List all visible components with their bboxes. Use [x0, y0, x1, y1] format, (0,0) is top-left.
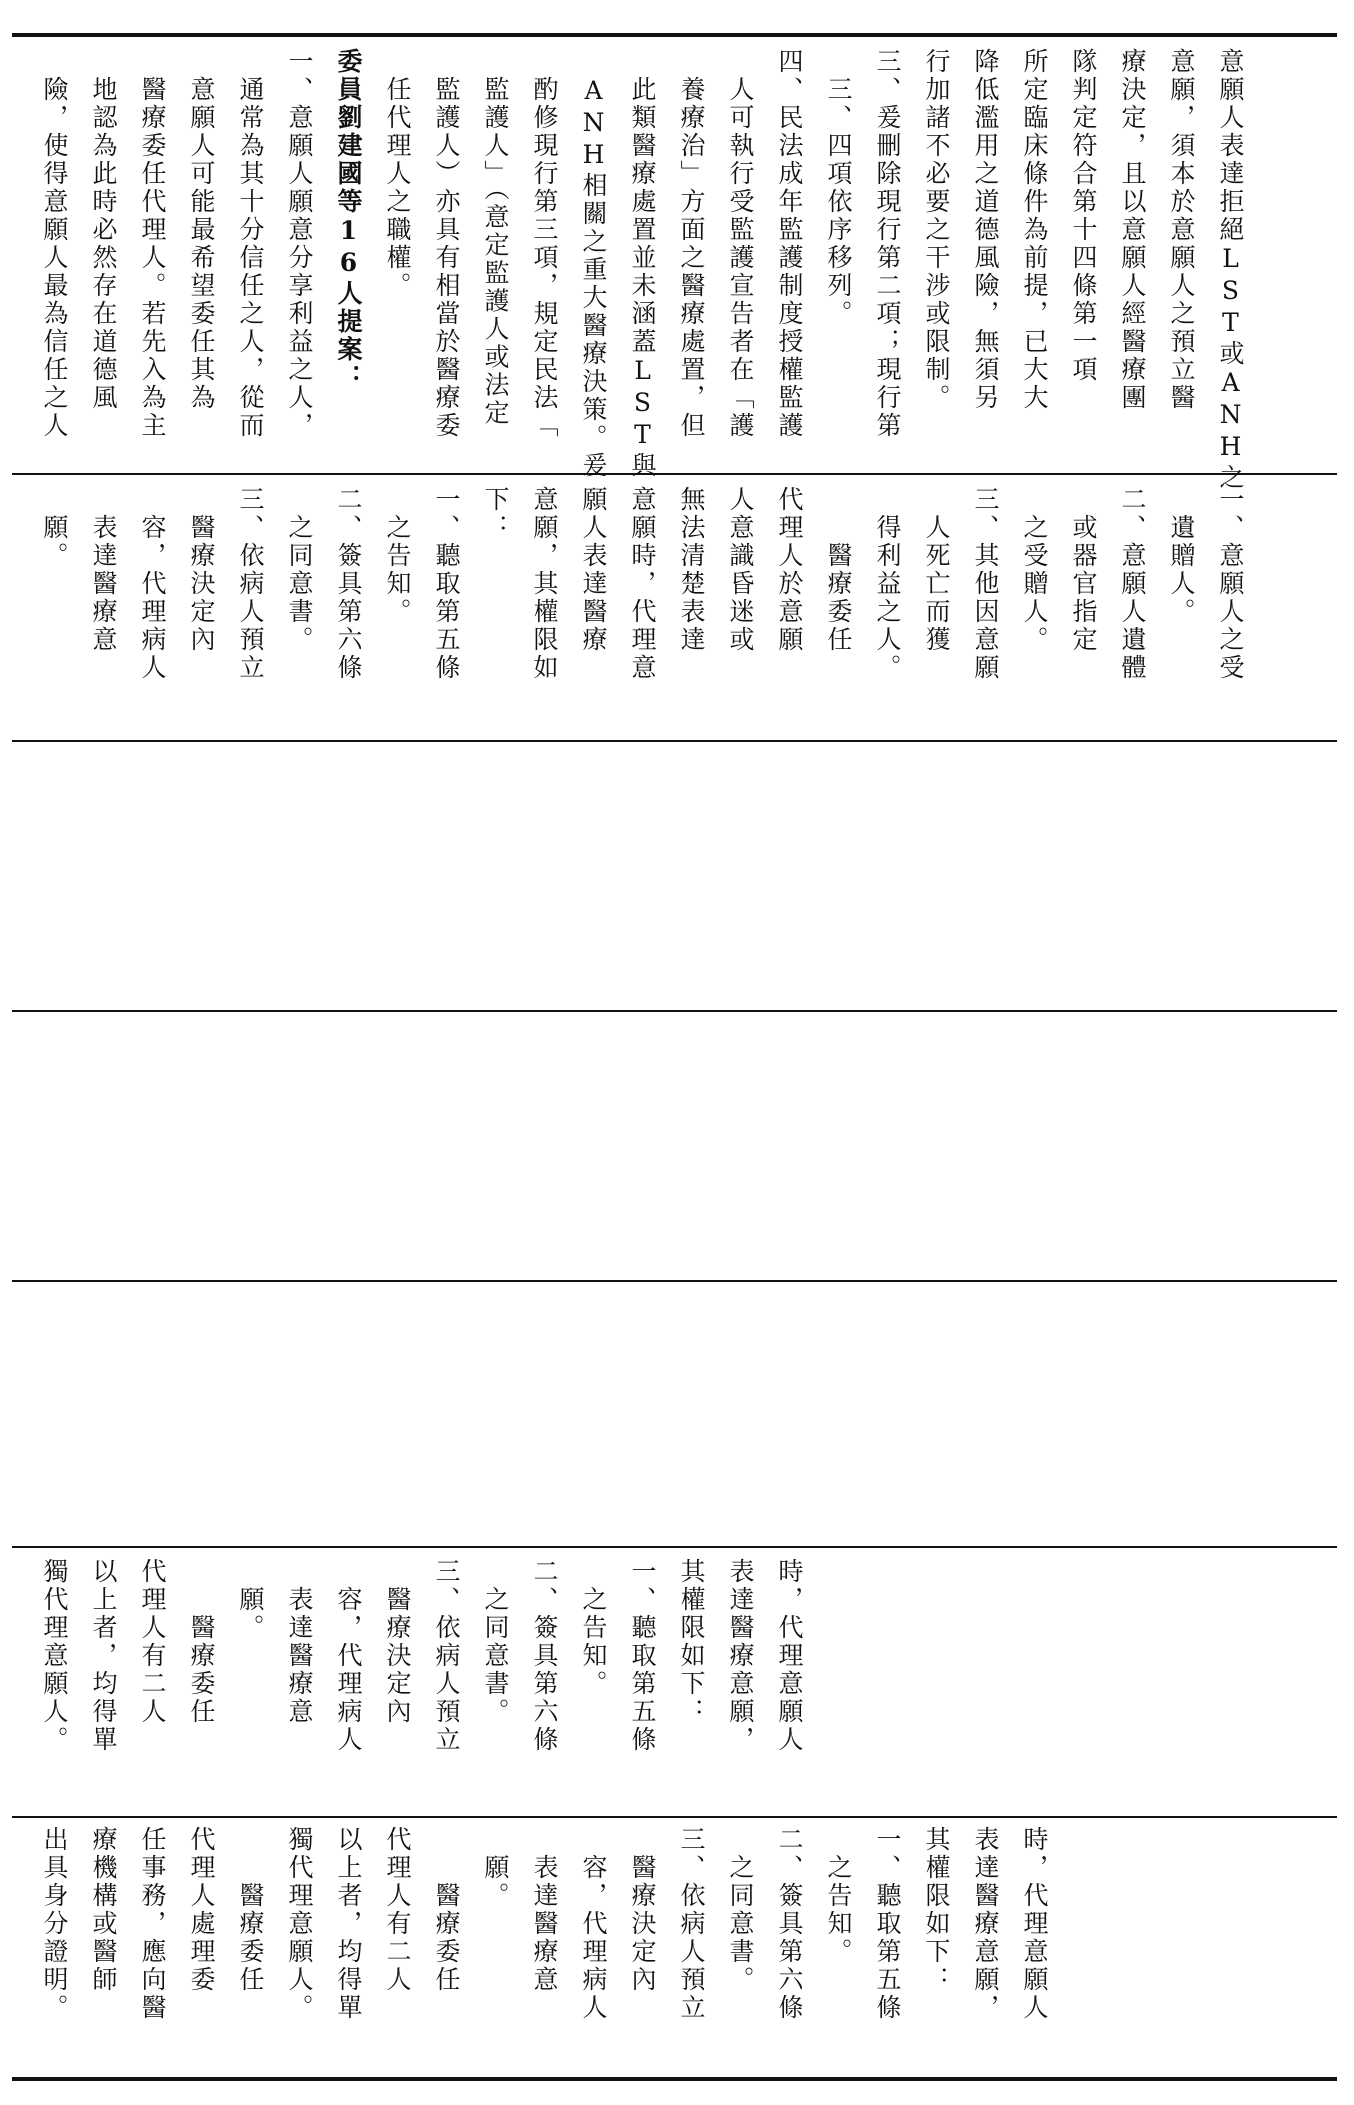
line: 之告知。 — [579, 1558, 608, 1698]
line: 一、聽取第五條 — [873, 1826, 902, 2022]
line: 一、聽取第五條 — [432, 486, 461, 682]
line: 三、四項依序移列。 — [824, 48, 853, 328]
line: 願人表達醫療 — [579, 486, 608, 654]
line: 容，代理病人 — [334, 1558, 363, 1754]
line: 時，代理意願人 — [1020, 1826, 1049, 2022]
line: 任代理人之職權。 — [383, 48, 412, 300]
explanation-text — [30, 48, 1255, 492]
line: 以上者，均得單 — [334, 1826, 363, 2022]
line: 降低濫用之道德風險，無須另 — [971, 48, 1000, 412]
line: 之受贈人。 — [1020, 486, 1049, 654]
line: 意願人表達拒絕LST或ANH之 — [1216, 48, 1245, 492]
proposal-heading: 委員劉建國等16人提案： — [334, 48, 363, 392]
explanation-cell — [30, 48, 1330, 492]
line: 醫療決定內 — [187, 486, 216, 654]
table-top-border — [12, 33, 1337, 37]
proposal-text-cell-1 — [30, 486, 1330, 736]
line: 三、其他因意願 — [971, 486, 1000, 682]
line: 人死亡而獲 — [922, 486, 951, 654]
line: 醫療決定內 — [383, 1558, 412, 1726]
line: 療機構或醫師 — [89, 1826, 118, 1994]
line: 得利益之人。 — [873, 486, 902, 682]
line: 願。 — [236, 1558, 265, 1642]
draft-text-cell-1 — [30, 1558, 1330, 1810]
line: 醫療委任代理人。若先入為主 — [138, 48, 167, 440]
line: 監護人）亦具有相當於醫療委 — [432, 48, 461, 440]
line: 療決定，且以意願人經醫療團 — [1118, 48, 1147, 412]
row-divider-4 — [12, 1280, 1337, 1282]
line: 時，代理意願人 — [775, 1558, 804, 1754]
line: 醫療委任 — [824, 486, 853, 654]
line: 二、意願人遺體 — [1118, 486, 1147, 682]
line: 其權限如下： — [677, 1558, 706, 1726]
line: 養療治」方面之醫療處置，但 — [677, 48, 706, 440]
draft-text-1 — [30, 1558, 814, 1810]
row-divider-5 — [12, 1546, 1337, 1548]
empty-cell-3 — [30, 1288, 1330, 1540]
line: 願。 — [40, 486, 69, 570]
line: 意願，其權限如 — [530, 486, 559, 682]
current-law-text — [30, 1826, 1059, 2072]
line: 表達醫療意願， — [971, 1826, 1000, 2022]
line: 容，代理病人 — [579, 1826, 608, 2022]
line: 三、依病人預立 — [236, 486, 265, 682]
line: 一、意願人願意分享利益之人， — [285, 48, 314, 440]
line: 之同意書。 — [726, 1826, 755, 1994]
line: 醫療決定內 — [628, 1826, 657, 1994]
line: 表達醫療意 — [285, 1558, 314, 1726]
line: 一、聽取第五條 — [628, 1558, 657, 1754]
line: 其權限如下： — [922, 1826, 951, 1994]
line: 二、簽具第六條 — [334, 486, 363, 682]
line: 行加諸不必要之干涉或限制。 — [922, 48, 951, 412]
line: 代理人處理委 — [187, 1826, 216, 1994]
line: 此類醫療處置並未涵蓋LST與 — [628, 48, 657, 480]
line: 地認為此時必然存在道德風 — [89, 48, 118, 412]
line: 醫療委任 — [236, 1826, 265, 1994]
line: 或器官指定 — [1069, 486, 1098, 654]
line: 人意識昏迷或 — [726, 486, 755, 654]
line: 監護人」（意定監護人或法定 — [481, 48, 510, 428]
line: 二、簽具第六條 — [775, 1826, 804, 2022]
line: 三、依病人預立 — [432, 1558, 461, 1754]
line: 出具身分證明。 — [40, 1826, 69, 2022]
line: 代理人有二人 — [138, 1558, 167, 1726]
line: 意願人可能最希望委任其為 — [187, 48, 216, 412]
line: 人可執行受監護宣告者在「護 — [726, 48, 755, 440]
current-law-cell — [30, 1826, 1330, 2072]
row-divider-1 — [12, 473, 1337, 475]
line: 遺贈人。 — [1167, 486, 1196, 626]
line: 以上者，均得單 — [89, 1558, 118, 1754]
table-bottom-border — [12, 2077, 1337, 2081]
line: 酌修現行第三項，規定民法「 — [530, 48, 559, 440]
line: 獨代理意願人。 — [285, 1826, 314, 2022]
line: 三、爰刪除現行第二項；現行第 — [873, 48, 902, 440]
line: 醫療委任 — [187, 1558, 216, 1726]
line: 醫療委任 — [432, 1826, 461, 1994]
line: 隊判定符合第十四條第一項 — [1069, 48, 1098, 384]
line: 任事務，應向醫 — [138, 1826, 167, 2022]
line: 之同意書。 — [285, 486, 314, 654]
line: ANH相關之重大醫療決策。爰 — [579, 48, 608, 480]
line: 意願，須本於意願人之預立醫 — [1167, 48, 1196, 412]
line: 表達醫療意願， — [726, 1558, 755, 1754]
row-divider-2 — [12, 740, 1337, 742]
line: 容，代理病人 — [138, 486, 167, 682]
line: 險，使得意願人最為信任之人 — [40, 48, 69, 440]
line: 表達醫療意 — [530, 1826, 559, 1994]
line: 之告知。 — [824, 1826, 853, 1966]
line: 之告知。 — [383, 486, 412, 626]
line: 下： — [481, 486, 510, 542]
line: 四、民法成年監護制度授權監護 — [775, 48, 804, 440]
line: 代理人於意願 — [775, 486, 804, 654]
row-divider-3 — [12, 1010, 1337, 1012]
line: 代理人有二人 — [383, 1826, 412, 1994]
proposal-text-1 — [30, 486, 1255, 736]
line: 一、意願人之受 — [1216, 486, 1245, 682]
line: 之同意書。 — [481, 1558, 510, 1726]
row-divider-6 — [12, 1816, 1337, 1818]
line: 願。 — [481, 1826, 510, 1910]
line: 三、依病人預立 — [677, 1826, 706, 2022]
empty-cell-1 — [30, 748, 1330, 1003]
line: 無法清楚表達 — [677, 486, 706, 654]
line: 二、簽具第六條 — [530, 1558, 559, 1754]
empty-cell-2 — [30, 1018, 1330, 1273]
line: 表達醫療意 — [89, 486, 118, 654]
line: 所定臨床條件為前提，已大大 — [1020, 48, 1049, 412]
line: 獨代理意願人。 — [40, 1558, 69, 1754]
line: 通常為其十分信任之人，從而 — [236, 48, 265, 440]
line: 意願時，代理意 — [628, 486, 657, 682]
